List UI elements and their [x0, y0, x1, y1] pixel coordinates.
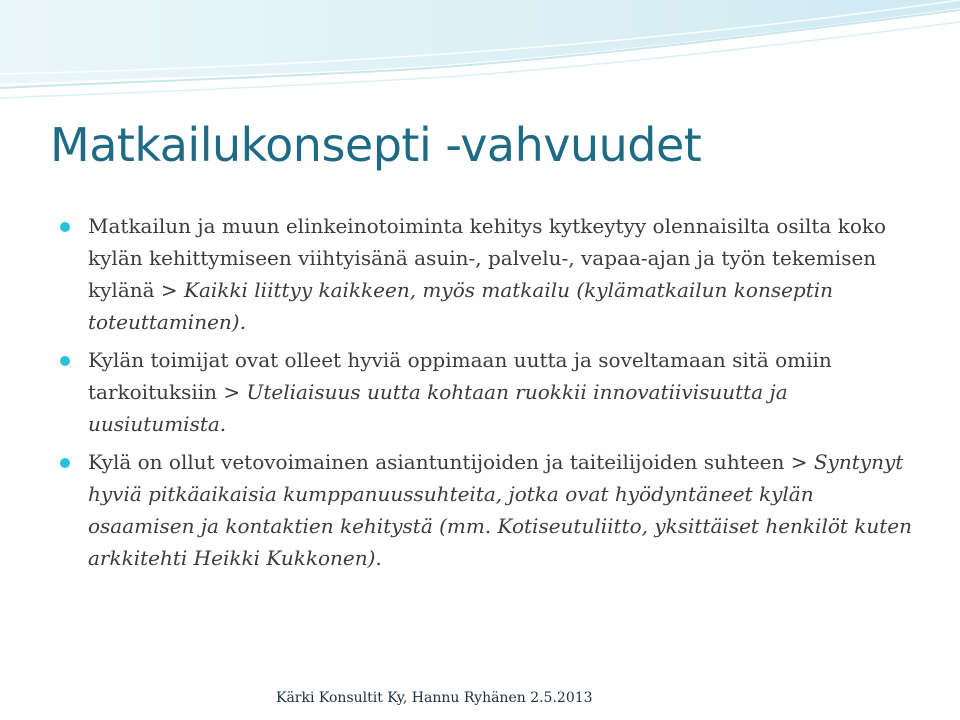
bullet-marker-icon	[60, 356, 70, 366]
bullet-list	[60, 210, 920, 580]
bullet-plain-text: Matkailun ja muun elinkeinotoiminta kehitys kytkeytyy olennaisilta osilta koko kylän kehittymiseen viihtyisänä asuin-, palvelu-, vapaa-ajan ja työn tekemisen kylänä >	[88, 214, 887, 302]
bullet-italic-text: Uteliaisuus uutta kohtaan ruokkii innovatiivisuutta ja uusiutumista.	[88, 380, 788, 436]
top-wave-decoration	[0, 0, 960, 110]
bullet-plain-text: Kylä on ollut vetovoimainen asiantuntijoiden ja taiteilijoiden suhteen >	[88, 450, 814, 474]
bullet-text	[88, 446, 920, 574]
bullet-text	[88, 344, 920, 440]
bullet-marker-icon	[60, 458, 70, 468]
slide-title: Matkailukonsepti -vahvuudet	[50, 118, 702, 172]
bullet-item	[60, 210, 920, 338]
bullet-item	[60, 446, 920, 574]
bullet-text	[88, 210, 920, 338]
bullet-italic-text: Syntynyt hyviä pitkäaikaisia kumppanuussuhteita, jotka ovat hyödyntäneet kylän osaamisen ja kontaktien kehitystä (mm. Kotiseutuliitto, yksittäiset henkilöt kuten arkkitehti Heikki Kukkonen).	[88, 450, 913, 570]
bullet-marker-icon	[60, 222, 70, 232]
bullet-plain-text: Kylän toimijat ovat olleet hyviä oppimaan uutta ja soveltamaan sitä omiin tarkoituksiin >	[88, 348, 832, 404]
slide-footer: Kärki Konsultit Ky, Hannu Ryhänen 2.5.2013	[276, 690, 593, 706]
bullet-item	[60, 344, 920, 440]
bullet-italic-text: Kaikki liittyy kaikkeen, myös matkailu (kylämatkailun konseptin toteuttaminen).	[88, 278, 834, 334]
